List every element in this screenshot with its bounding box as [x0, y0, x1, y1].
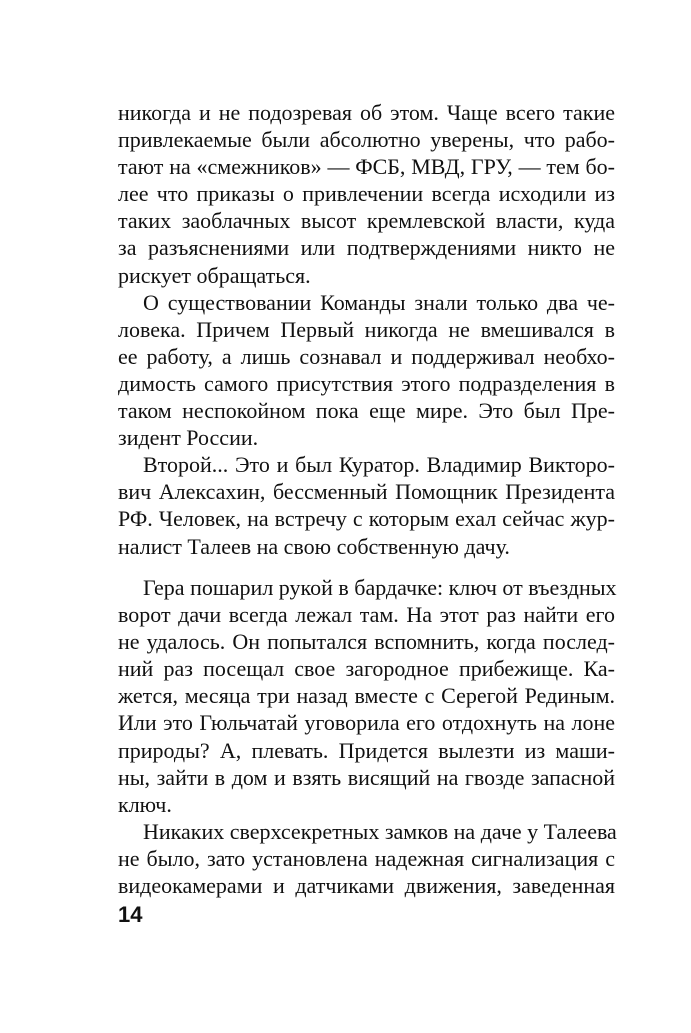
- text-line: зидент России.: [118, 425, 259, 451]
- page-number: 14: [118, 902, 143, 927]
- text-line: ключ.: [118, 791, 172, 817]
- text-line: лее что приказы о привлечении всегда исходили из: [118, 181, 615, 207]
- text-line: природы? А, плевать. Придется вылезти из маши-: [118, 737, 615, 763]
- text-line: не было, зато установлена надежная сигнализация с: [118, 845, 615, 871]
- text-line: налист Талеев на свою собственную дачу.: [118, 533, 510, 559]
- text-line: ловека. Причем Первый никогда не вмешивался в: [118, 316, 615, 342]
- text-line: О существовании Команды знали только два че-: [143, 289, 615, 315]
- text-line: не удалось. Он попытался вспомнить, когда послед-: [118, 629, 615, 655]
- text-line: ворот дачи всегда лежал там. На этот раз найти его: [118, 602, 615, 628]
- text-line: таких заоблачных высот кремлевской власти, куда: [118, 208, 615, 234]
- text-line: видеокамерами и датчиками движения, заведенная: [118, 873, 615, 899]
- text-line: таком неспокойном пока еще мире. Это был Пре-: [118, 398, 615, 424]
- text-line: ний раз посещал свое загородное прибежище. Ка-: [118, 656, 615, 682]
- text-line: Второй... Это и был Куратор. Владимир Викторо-: [143, 452, 615, 478]
- text-line: Никаких сверхсекретных замков на даче у Талеева: [143, 818, 617, 844]
- text-line: привлекаемые были абсолютно уверены, что рабо-: [118, 127, 615, 153]
- text-line: тают на «смежников» — ФСБ, МВД, ГРУ, — тем бо-: [118, 154, 615, 180]
- text-line: Или это Гюльчатай уговорила его отдохнуть на лоне: [118, 710, 615, 736]
- text-section-1: [118, 99, 615, 560]
- text-line: вич Алексахин, бессменный Помощник Президента: [118, 479, 615, 505]
- text-line: РФ. Человек, на встречу с которым ехал сейчас жур-: [118, 506, 615, 532]
- text-line: никогда и не подозревая об этом. Чаще всего такие: [118, 100, 615, 125]
- text-line: за разъяснениями или подтверждениями никто не: [118, 235, 615, 261]
- text-line: Гера пошарил рукой в бардачке: ключ от въездных: [143, 575, 617, 600]
- text-line: рискует обращаться.: [118, 262, 311, 288]
- text-section-2: [118, 574, 615, 899]
- text-line: жется, месяца три назад вместе с Серегой Рединым.: [118, 683, 615, 709]
- text-line: ны, зайти в дом и взять висящий на гвозде запасной: [118, 764, 615, 790]
- text-line: ее работу, а лишь сознавал и поддерживал необхо-: [118, 343, 615, 369]
- text-line: димость самого присутствия этого подразделения в: [118, 370, 615, 396]
